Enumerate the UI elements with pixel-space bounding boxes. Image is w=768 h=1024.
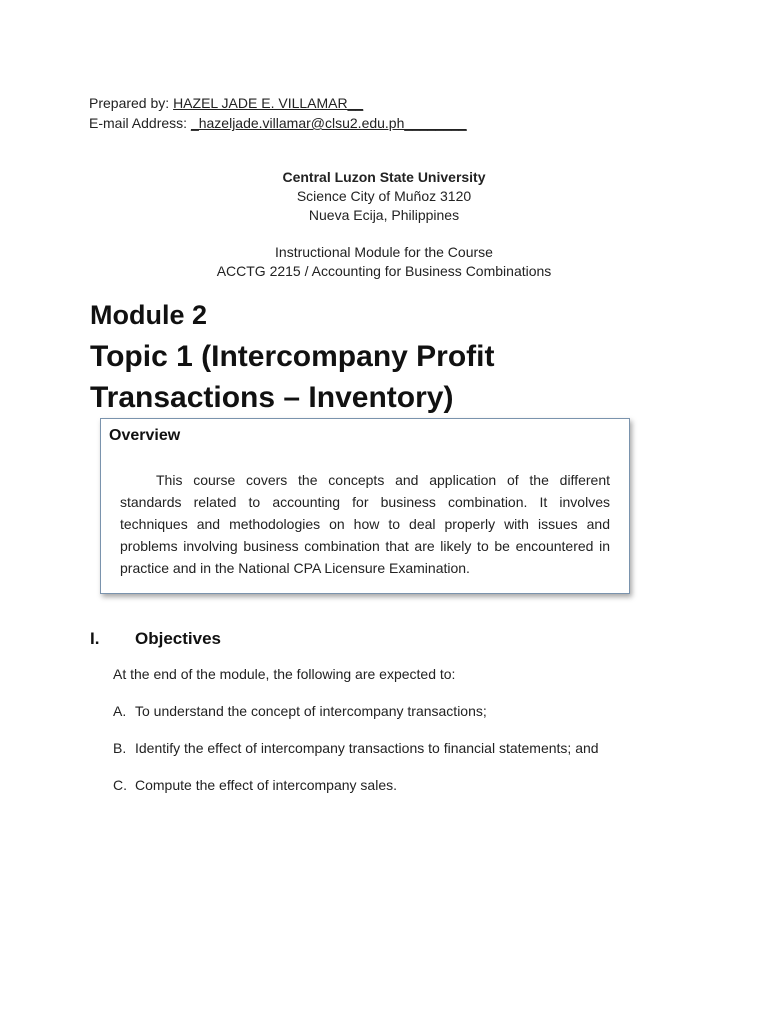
author-name: HAZEL JADE E. VILLAMAR__ (173, 95, 364, 111)
section-number: I. (90, 629, 100, 648)
list-item (113, 703, 599, 740)
item-letter: A. (113, 703, 127, 719)
overview-box (100, 418, 630, 594)
objectives-intro: At the end of the module, the following are expected to: (113, 666, 456, 682)
item-letter: B. (113, 740, 127, 756)
item-letter: C. (113, 777, 127, 793)
objectives-list (113, 703, 599, 814)
email-line (89, 113, 467, 133)
author-info (89, 93, 467, 133)
module-number: Module 2 (90, 300, 208, 330)
university-block (0, 168, 768, 225)
objectives-heading (90, 629, 221, 649)
course-block (0, 243, 768, 281)
overview-title: Overview (109, 427, 181, 444)
list-item (113, 777, 599, 814)
item-text: Identify the effect of intercompany transactions to financial statements; and (135, 740, 599, 756)
university-address-line1: Science City of Muñoz 3120 (296, 188, 472, 204)
course-line1: Instructional Module for the Course (275, 244, 493, 260)
email-label: E-mail Address: (89, 115, 191, 131)
list-item (113, 740, 599, 777)
overview-text: This course covers the concepts and application of the different standards related to accounting for business combination. It involves techniques and methodologies on how to deal properly with issues and problems involving business combination that are likely to be encountered in practice and in the National CPA Licensure Examination. (120, 472, 610, 576)
course-line2: ACCTG 2215 / Accounting for Business Combinations (216, 263, 552, 279)
section-title: Objectives (135, 629, 221, 648)
item-text: To understand the concept of intercompany transactions; (135, 703, 487, 719)
topic-title: Topic 1 (Intercompany Profit Transactions – Inventory) (90, 340, 495, 414)
prepared-by-label: Prepared by: (89, 95, 174, 111)
university-address-line2: Nueva Ecija, Philippines (308, 207, 460, 223)
prepared-by-line (89, 93, 467, 113)
university-name: Central Luzon State University (282, 169, 486, 185)
item-text: Compute the effect of intercompany sales. (135, 777, 397, 793)
email-address: _hazeljade.villamar@clsu2.edu.ph________ (190, 115, 467, 131)
